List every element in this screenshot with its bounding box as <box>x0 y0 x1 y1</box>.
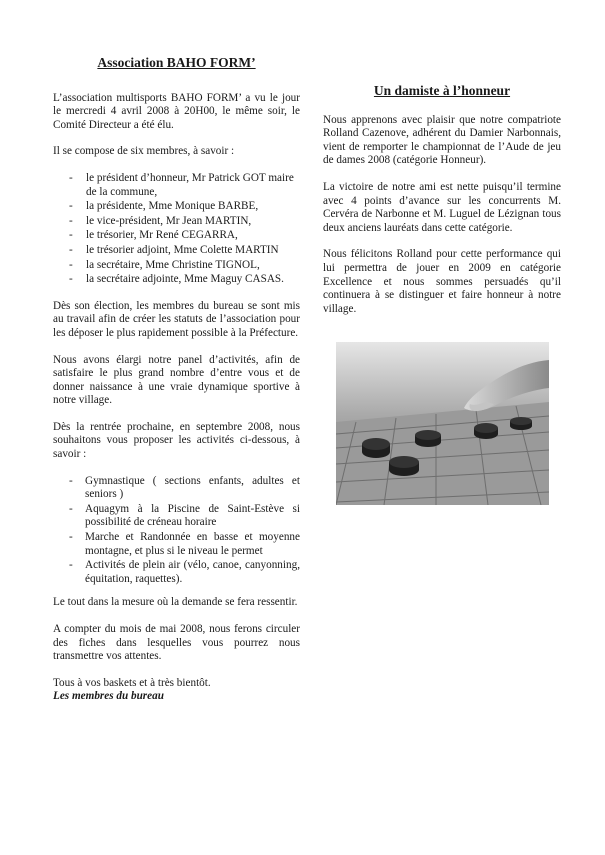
left-column <box>53 56 300 704</box>
election-paragraph: Dès son élection, les membres du bureau se sont mis au travail afin de créer les statuts de l’association pour les déposer le plus rapidement possible à la Préfecture. <box>53 299 300 339</box>
fiches-paragraph: A compter du mois de mai 2008, nous ferons circuler des fiches dans lesquelles vous pourrez nous transmettre vos attentes. <box>53 623 300 663</box>
article-paragraph-1: Nous apprenons avec plaisir que notre compatriote Rolland Cazenove, adhérent du Damier Narbonnais, vient de remporter le championnat de l’Aude de jeu de dames 2008 (catégorie Honneur). <box>323 113 561 167</box>
activity-item: - Marche et Randonnée en basse et moyenne montagne, et plus si le niveau le permet <box>69 531 300 558</box>
activity-item: - Activités de plein air (vélo, canoe, canyonning, équitation, raquettes). <box>69 559 300 586</box>
activities-list <box>53 475 300 587</box>
member-item: - le vice-président, Mr Jean MARTIN, <box>69 215 300 229</box>
member-item: - le trésorier, Mr René CEGARRA, <box>69 229 300 243</box>
activity-item: - Aquagym à la Piscine de Saint-Estève si possibilité de créneau horaire <box>69 503 300 530</box>
member-item: - le trésorier adjoint, Mme Colette MARTIN <box>69 244 300 258</box>
mesure-paragraph: Le tout dans la mesure où la demande se fera ressentir. <box>53 596 298 609</box>
activity-item: - Gymnastique ( sections enfants, adultes et seniors ) <box>69 475 300 502</box>
article-paragraph-3: Nous félicitons Rolland pour cette performance qui lui permettra de jouer en 2009 en catégorie Excellence et nous sommes persuadés qu’il continuera à se distinguer et faire honneur à notre village. <box>323 248 561 315</box>
composition-paragraph: Il se compose de six membres, à savoir : <box>53 145 235 158</box>
members-list <box>53 172 300 287</box>
panel-paragraph: Nous avons élargi notre panel d’activités, afin de satisfaire le plus grand nombre d’entre vous et de donner naissance à une vraie dynamique sportive à notre village. <box>53 353 300 407</box>
article-paragraph-2: La victoire de notre ami est nette puisqu’il termine avec 4 points d’avance sur les concurrents M. Cervéra de Narbonne et M. Luguel de Lézignan tous deux anciens lauréats dans cette catégorie. <box>323 180 561 234</box>
intro-paragraph: L’association multisports BAHO FORM’ a vu le jour le mercredi 4 avril 2008 à 20H00, le même soir, le Comité Directeur a été élu. <box>53 91 300 131</box>
article-title: Un damiste à l’honneur <box>373 83 511 98</box>
member-item: - le président d’honneur, Mr Patrick GOT maire de la commune, <box>69 172 300 199</box>
member-item: - la secrétaire adjointe, Mme Maguy CASAS. <box>69 273 300 287</box>
checkers-photo <box>336 342 549 505</box>
right-column <box>323 84 561 329</box>
closing-line: Tous à vos baskets et à très bientôt. <box>53 676 211 689</box>
rentree-paragraph: Dès la rentrée prochaine, en septembre 2008, nous souhaitons vous proposer les activités ci-dessous, à savoir : <box>53 420 300 461</box>
checkers-photo-image <box>336 342 549 505</box>
association-title: Association BAHO FORM’ <box>97 55 256 70</box>
member-item: - la secrétaire, Mme Christine TIGNOL, <box>69 259 300 273</box>
signature: Les membres du bureau <box>53 690 164 703</box>
member-item: - la présidente, Mme Monique BARBE, <box>69 200 300 214</box>
